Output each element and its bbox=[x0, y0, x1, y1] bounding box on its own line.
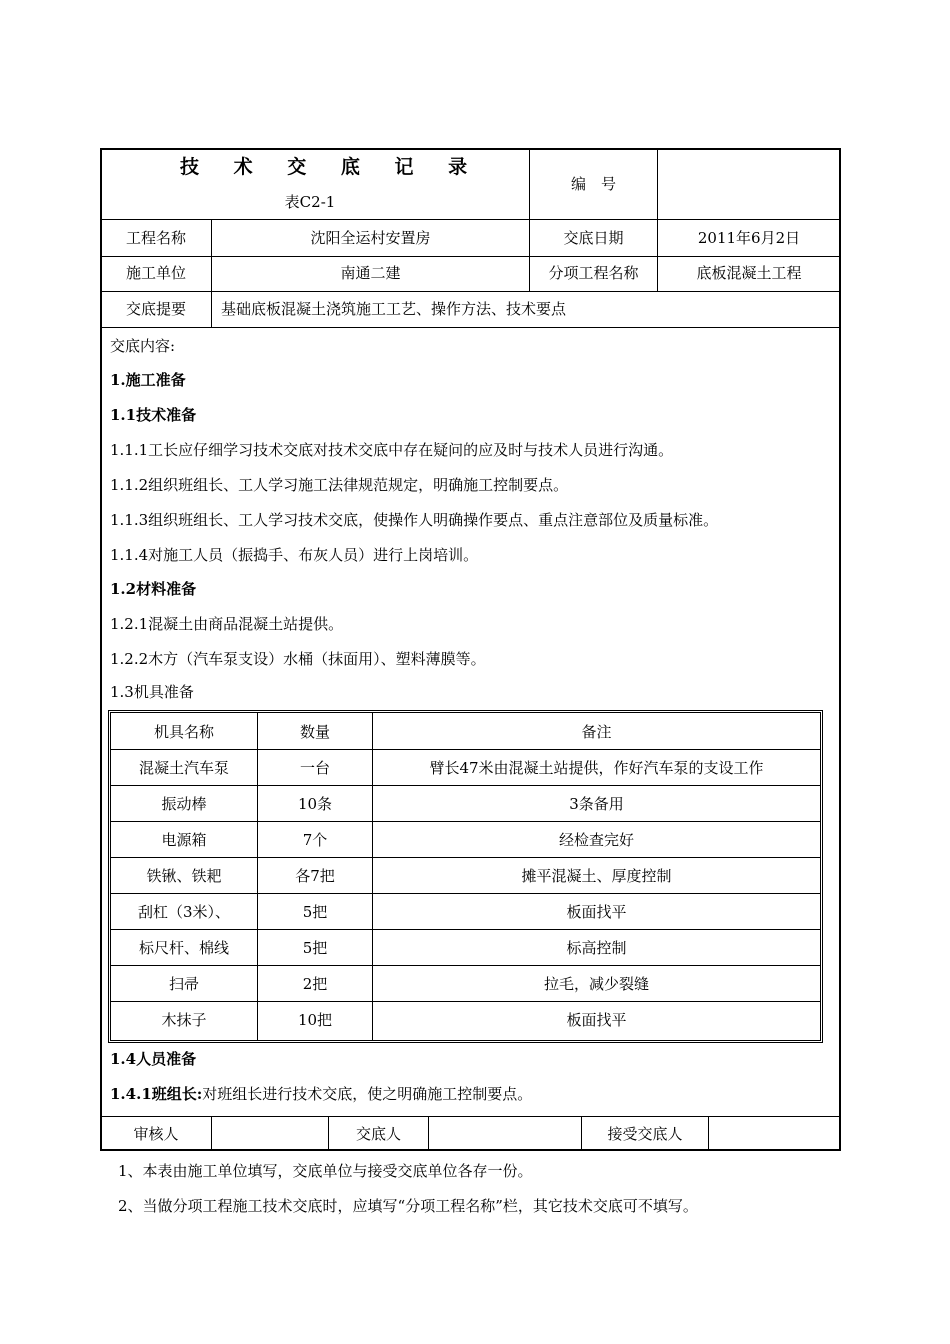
summary-label: 交底提要 bbox=[125, 300, 186, 318]
section-heading: 1.3机具准备 bbox=[110, 683, 194, 701]
equipment-remark: 板面找平 bbox=[566, 1011, 627, 1029]
equipment-name: 刮杠（3米）、 bbox=[137, 903, 231, 921]
equipment-qty: 10把 bbox=[297, 1011, 333, 1029]
paragraph: 1.1.4对施工人员（振捣手、布灰人员）进行上岗培训。 bbox=[110, 546, 479, 564]
footnote: 1、本表由施工单位填写，交底单位与接受交底单位各存一份。 bbox=[118, 1162, 533, 1180]
equipment-qty: 2把 bbox=[302, 975, 328, 993]
paragraph: 1.2.1混凝土由商品混凝土站提供。 bbox=[110, 615, 344, 633]
row-divider bbox=[111, 857, 820, 858]
equipment-remark: 经检查完好 bbox=[558, 831, 634, 849]
section-heading: 1.1技术准备 bbox=[110, 406, 197, 424]
row-divider bbox=[100, 327, 841, 328]
column-header: 备注 bbox=[581, 723, 612, 741]
equipment-name: 木抹子 bbox=[161, 1011, 207, 1029]
equipment-name: 混凝土汽车泵 bbox=[138, 759, 229, 777]
row-divider bbox=[111, 1001, 820, 1002]
paragraph: 1.2.2木方（汽车泵支设）水桶（抹面用）、塑料薄膜等。 bbox=[110, 650, 486, 668]
receiver-label: 接受交底人 bbox=[607, 1125, 683, 1143]
content-intro: 交底内容: bbox=[110, 337, 176, 355]
col-divider bbox=[211, 1116, 212, 1151]
paragraph: 1.1.1工长应仔细学习技术交底对技术交底中存在疑问的应及时与技术人员进行沟通。 bbox=[110, 441, 674, 459]
paragraph-text: 对班组长进行技术交底，使之明确施工控制要点。 bbox=[202, 1085, 533, 1103]
contractor-label: 施工单位 bbox=[125, 264, 186, 282]
row-divider bbox=[111, 893, 820, 894]
equipment-name: 振动棒 bbox=[161, 795, 207, 813]
number-label: 编 号 bbox=[570, 175, 616, 193]
form-title: 技 术 交 底 记 录 bbox=[180, 156, 482, 178]
equipment-name: 电源箱 bbox=[161, 831, 207, 849]
footnote: 2、当做分项工程施工技术交底时，应填写“分项工程名称”栏，其它技术交底可不填写。 bbox=[118, 1197, 698, 1215]
form-code: 表C2-1 bbox=[284, 193, 336, 211]
date-value: 2011年6月2日 bbox=[697, 229, 801, 247]
equipment-remark: 拉毛，减少裂缝 bbox=[543, 975, 649, 993]
row-divider bbox=[111, 749, 820, 750]
row-divider bbox=[111, 785, 820, 786]
equipment-qty: 7个 bbox=[302, 831, 328, 849]
section-heading: 1.2材料准备 bbox=[110, 580, 197, 598]
subproject-label: 分项工程名称 bbox=[548, 264, 639, 282]
subproject-value: 底板混凝土工程 bbox=[696, 264, 802, 282]
project-name-value: 沈阳全运村安置房 bbox=[310, 229, 431, 247]
equipment-qty: 5把 bbox=[302, 903, 328, 921]
col-divider bbox=[708, 1116, 709, 1151]
summary-value: 基础底板混凝土浇筑施工工艺、操作方法、技术要点 bbox=[221, 300, 567, 318]
reviewer-label: 审核人 bbox=[133, 1125, 179, 1143]
row-divider bbox=[111, 965, 820, 966]
project-name-label: 工程名称 bbox=[125, 229, 186, 247]
equipment-remark: 摊平混凝土、厚度控制 bbox=[521, 867, 672, 885]
discloser-label: 交底人 bbox=[355, 1125, 401, 1143]
section-heading: 1.4人员准备 bbox=[110, 1050, 197, 1068]
equipment-name: 扫帚 bbox=[168, 975, 199, 993]
paragraph: 1.1.2组织班组长、工人学习施工法律规范规定，明确施工控制要点。 bbox=[110, 476, 569, 494]
equipment-remark: 标高控制 bbox=[566, 939, 627, 957]
row-divider bbox=[111, 929, 820, 930]
equipment-qty: 一台 bbox=[299, 759, 330, 777]
paragraph: 1.1.3组织班组长、工人学习技术交底，使操作人明确操作要点、重点注意部位及质量标准。 bbox=[110, 511, 719, 529]
equipment-remark: 3条备用 bbox=[569, 795, 624, 813]
section-heading: 1.施工准备 bbox=[110, 371, 186, 389]
equipment-name: 标尺杆、棉线 bbox=[138, 939, 229, 957]
equipment-remark: 板面找平 bbox=[566, 903, 627, 921]
equipment-remark: 臂长47米由混凝土站提供，作好汽车泵的支设工作 bbox=[429, 759, 764, 777]
paragraph bbox=[110, 1084, 532, 1104]
row-divider bbox=[111, 821, 820, 822]
col-divider bbox=[428, 1116, 429, 1151]
column-header: 机具名称 bbox=[153, 723, 214, 741]
date-label: 交底日期 bbox=[563, 229, 624, 247]
equipment-qty: 10条 bbox=[297, 795, 333, 813]
equipment-name: 铁锹、铁耙 bbox=[146, 867, 222, 885]
column-header: 数量 bbox=[299, 723, 330, 741]
paragraph-label: 1.4.1班组长: bbox=[110, 1085, 203, 1103]
contractor-value: 南通二建 bbox=[340, 264, 401, 282]
equipment-qty: 各7把 bbox=[295, 867, 335, 885]
equipment-qty: 5把 bbox=[302, 939, 328, 957]
